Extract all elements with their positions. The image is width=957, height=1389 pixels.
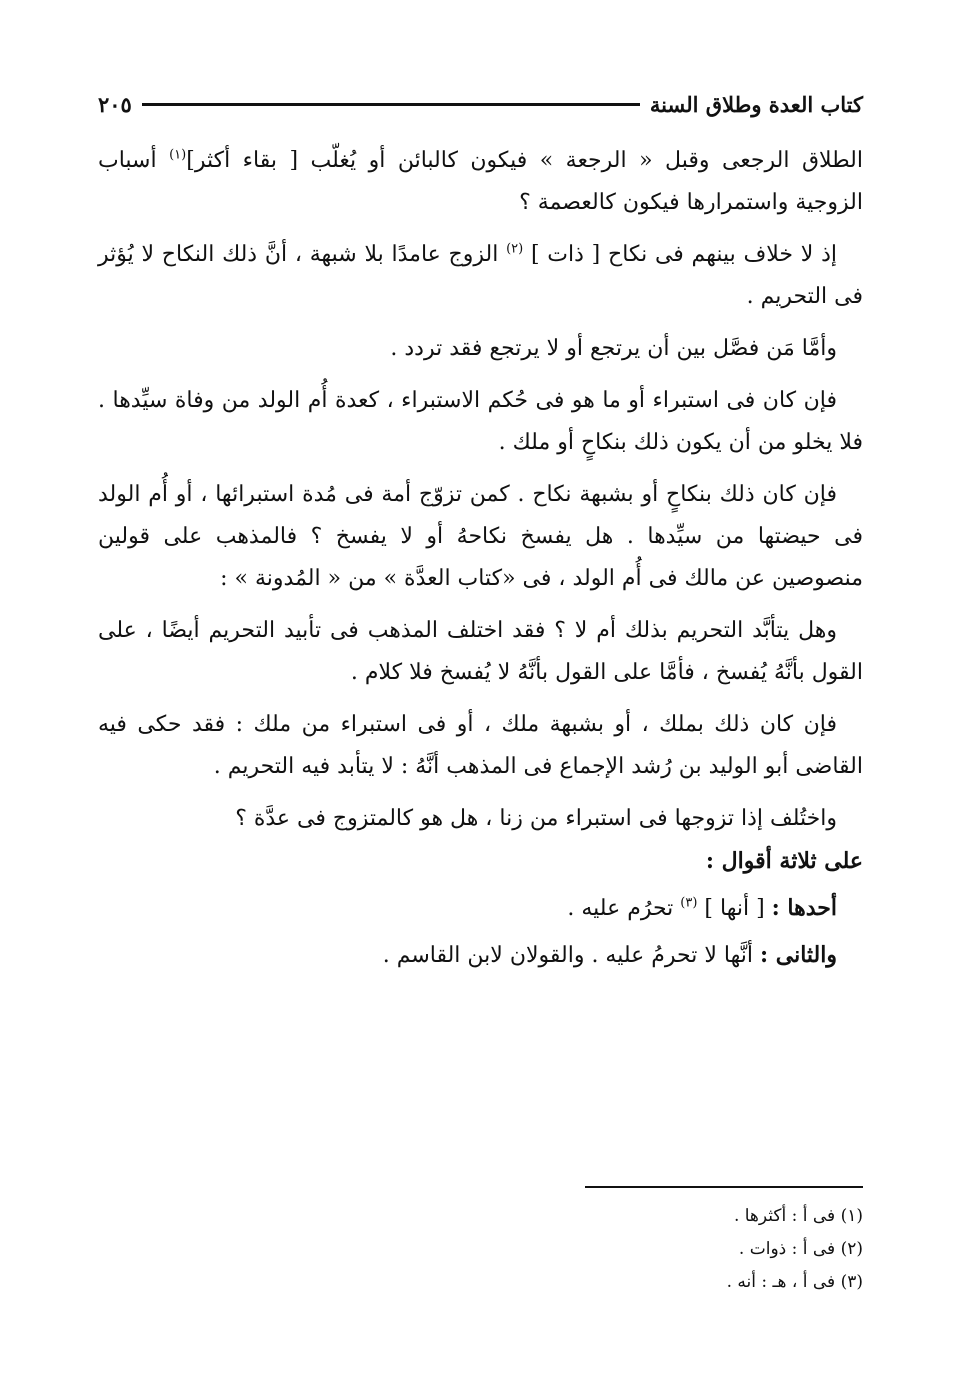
- footnotes: [500, 1200, 863, 1299]
- opinion-label: والثانى :: [759, 942, 837, 968]
- paragraph-2: [98, 234, 863, 318]
- section-heading: على ثلاثة أقوال :: [705, 848, 863, 874]
- paragraph-text-cont: أسباب الزوجية واستمرارها فيكون كالعصمة ؟: [98, 148, 863, 215]
- paragraph-text: وهل يتأبَّد التحريم بذلك أم لا ؟ فقد اختلف المذهب فى تأبيد التحريم أيضًا ، على القول بأنَّهُ يُفسخ ، فأمَّا على القول بأنَّهُ لا يُفسخ فلا كلام .: [98, 618, 863, 685]
- paragraph-text: الطلاق الرجعى وقبل « الرجعة » فيكون كالبائن أو يُغلّب [ بقاء أكثر]: [186, 148, 863, 173]
- paragraph-8: [98, 798, 863, 883]
- paragraph-text: إذ لا خلاف بينهم فى نكاح [ ذات ]: [523, 242, 837, 267]
- paragraph-text: فإن كان ذلك بنكاحٍ أو بشبهة نكاح . كمن تزوّج أمة فى مُدة استبرائها ، أو أُم الولد فى حيضتها من سيِّدها . هل يفسخ نكاحهُ أو لا يفسخ ؟ فالمذهب على قولين منصوصين عن مالك فى أُم الولد ، فى «كتاب العدَّة » من « المُدونة » :: [98, 482, 863, 591]
- paragraph-6: [98, 610, 863, 694]
- header-rule: [142, 103, 640, 106]
- opinion-text: [ أنها ]: [697, 896, 772, 921]
- paragraph-3: [98, 328, 863, 370]
- paragraph-7: [98, 704, 863, 788]
- paragraph-4: [98, 380, 863, 464]
- opinion-text-cont: تحرُم عليه .: [567, 896, 681, 921]
- opinion-text: أنَّها لا تحرمُ عليه . والقولان لابن القاسم .: [382, 943, 760, 968]
- running-header: [98, 84, 863, 124]
- paragraph-text: وأمَّا مَن فصَّل بين أن يرتجع أو لا يرتجع فقد تردد .: [390, 336, 837, 361]
- footnote-ref-3: (٣): [680, 895, 698, 911]
- opinion-2: [98, 934, 863, 977]
- paragraph-text: واختُلف إذا تزوجها فى استبراء من زنا ، هل هو كالمتزوج فى عدَّة ؟: [235, 806, 837, 831]
- paragraph-5: [98, 474, 863, 600]
- footnote-ref-2: (٢): [506, 241, 524, 257]
- footnote-3: (٣) فى أ ، هـ : أنه .: [726, 1272, 863, 1292]
- running-title: كتاب العدة وطلاق السنة: [649, 91, 863, 117]
- opinion-1: [98, 887, 863, 930]
- paragraph-text: فإن كان ذلك بملك ، أو بشبهة ملك ، أو فى استبراء من ملك : فقد حكى فيه القاضى أبو الوليد بن رُشد الإجماع فى المذهب أنَّهُ : لا يتأبد فيه التحريم .: [98, 712, 863, 779]
- footnote-2: (٢) فى أ : ذوات .: [738, 1239, 863, 1259]
- paragraph-text: فإن كان فى استبراء أو ما هو فى حُكم الاستبراء ، كعدة أُم الولد من وفاة سيِّدها . فلا يخلو من أن يكون ذلك بنكاحٍ أو ملك .: [98, 388, 863, 455]
- opinion-label: أحدها :: [771, 895, 837, 921]
- page-number: ٢٠٥: [98, 91, 132, 117]
- paragraph-text-cont: الزوج عامدًا بلا شبهة ، أنَّ ذلك النكاح لا يُؤثر فى التحريم .: [98, 242, 863, 309]
- main-text: [98, 140, 863, 987]
- footnote-separator: [585, 1186, 863, 1188]
- paragraph-1: [98, 140, 863, 224]
- footnote-1: (١) فى أ : أكثرها .: [733, 1206, 863, 1226]
- footnote-ref-1: (١): [169, 147, 187, 163]
